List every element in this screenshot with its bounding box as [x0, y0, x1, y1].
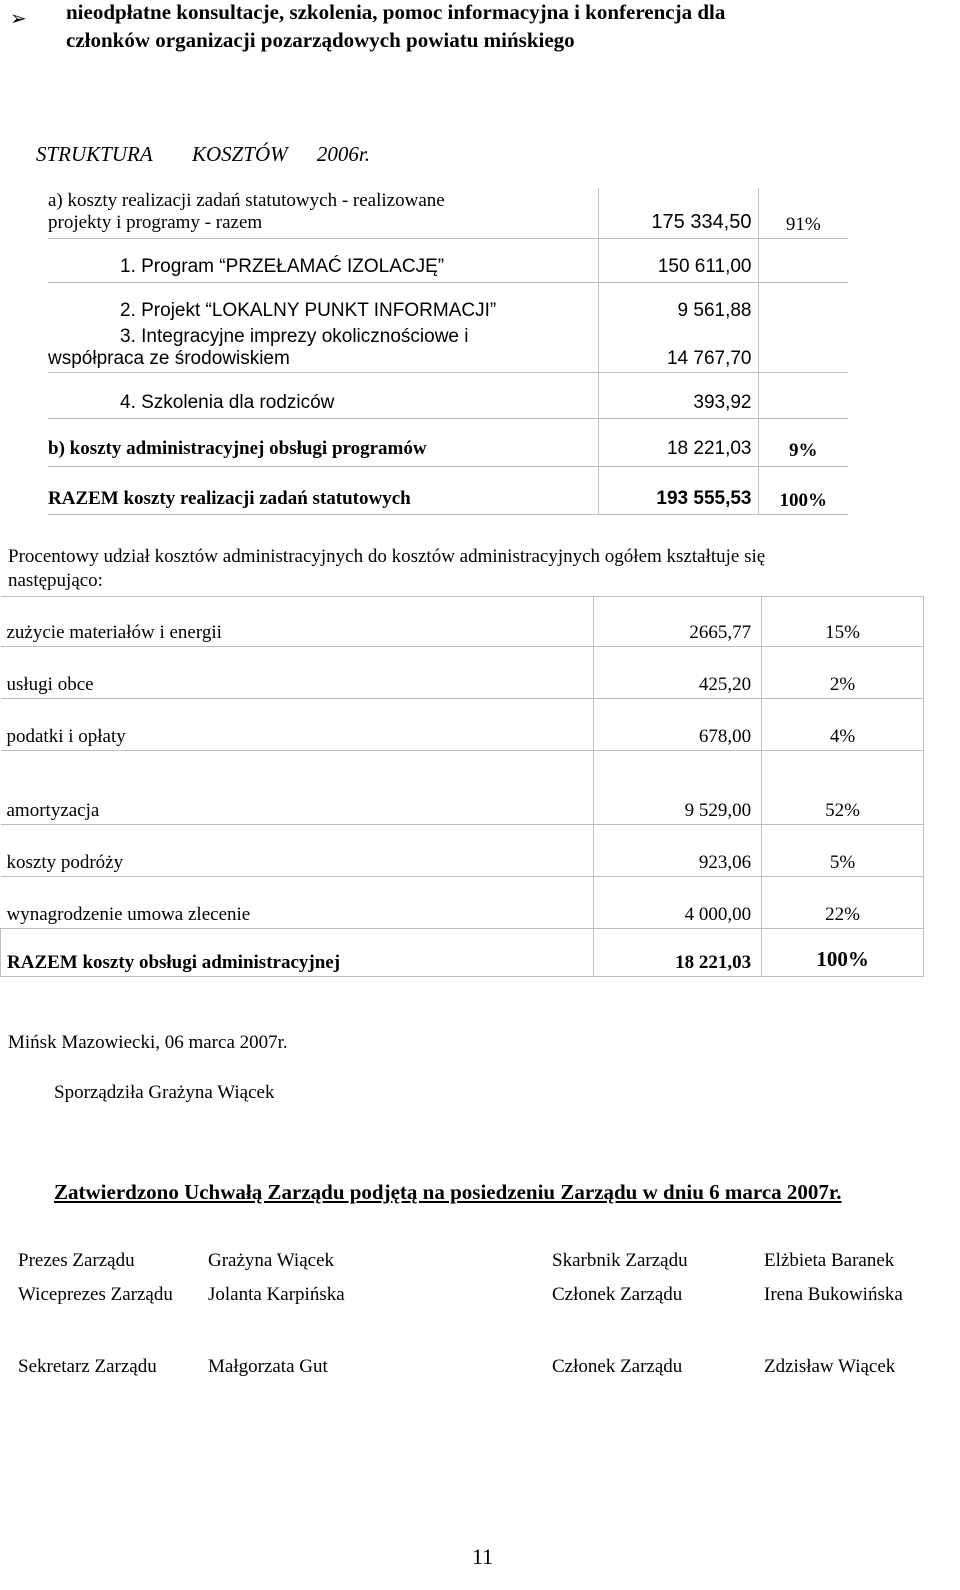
t2-row2-pct: 2% — [762, 647, 924, 699]
t2-total-pct: 100% — [762, 929, 924, 977]
board-r2-role2: Członek Zarządu — [552, 1284, 683, 1305]
t2-row2-label: usługi obce — [1, 647, 594, 699]
row-item1-pct-empty — [758, 238, 848, 282]
t2-total-value: 18 221,03 — [594, 929, 762, 977]
row-a-value: 175 334,50 — [598, 188, 758, 238]
table-row — [48, 418, 848, 466]
paragraph-line-1: Procentowy udział kosztów administracyjnych do kosztów administracyjnych ogółem kształtuje się — [8, 546, 766, 567]
t2-row1-value: 2665,77 — [594, 597, 762, 647]
intro-line-1: nieodpłatne konsultacje, szkolenia, pomoc informacyjna i konferencja dla — [66, 0, 726, 24]
structure-title-part3: 2006r. — [316, 142, 370, 166]
cost-structure-table — [48, 188, 848, 515]
place-date: Mińsk Mazowiecki, 06 marca 2007r. — [8, 1032, 288, 1053]
board-r2-name1: Jolanta Karpińska — [208, 1284, 345, 1305]
table-row — [48, 238, 848, 282]
row-total-label: RAZEM koszty realizacji zadań statutowych — [48, 466, 598, 514]
row-item2-label: 2. Projekt “LOKALNY PUNKT INFORMACJI” — [48, 282, 598, 324]
board-r3-role1: Sekretarz Zarządu — [18, 1356, 157, 1377]
table-row — [1, 929, 924, 977]
row-a-label-line1: a) koszty realizacji zadań statutowych - realizowane — [48, 189, 445, 211]
t2-row6-value: 4 000,00 — [594, 877, 762, 929]
board-r1-name1: Grażyna Wiącek — [208, 1250, 335, 1271]
table-row — [1, 597, 924, 647]
structure-title-part1: STRUKTURA — [36, 142, 153, 166]
row-item3-pct-empty — [758, 324, 848, 372]
row-item2-pct-empty — [758, 282, 848, 324]
row-item3-label — [48, 324, 598, 372]
board-r1-role1: Prezes Zarządu — [18, 1250, 135, 1271]
row-item4-value: 393,92 — [598, 372, 758, 418]
table-row — [1, 647, 924, 699]
t2-row3-label: podatki i opłaty — [1, 699, 594, 751]
t2-row1-pct: 15% — [762, 597, 924, 647]
paragraph-line-2: następująco: — [8, 570, 103, 591]
board-r3-name2: Zdzisław Wiącek — [764, 1356, 896, 1377]
t2-row4-value: 9 529,00 — [594, 751, 762, 825]
row-item3-label-line1: 3. Integracyjne imprezy okolicznościowe i — [120, 325, 469, 347]
t2-row3-pct: 4% — [762, 699, 924, 751]
board-r2-role1: Wiceprezes Zarządu — [18, 1284, 173, 1305]
row-a-label-line2: projekty i programy - razem — [48, 211, 263, 233]
table-row — [48, 188, 848, 238]
table-row — [48, 466, 848, 514]
row-item1-label: 1. Program “PRZEŁAMAĆ IZOLACJĘ” — [48, 238, 598, 282]
table-row — [48, 282, 848, 324]
approval-note: Zatwierdzono Uchwałą Zarządu podjętą na posiedzeniu Zarządu w dniu 6 marca 2007r. — [54, 1180, 842, 1204]
row-b-value: 18 221,03 — [598, 418, 758, 466]
table-row — [1, 699, 924, 751]
row-b-pct: 9% — [758, 418, 848, 466]
row-item3-label-line2: współpraca ze środowiskiem — [48, 347, 290, 369]
board-r3-name1: Małgorzata Gut — [208, 1356, 328, 1377]
row-item4-label: 4. Szkolenia dla rodziców — [48, 372, 598, 418]
row-total-value: 193 555,53 — [598, 466, 758, 514]
table-row — [48, 324, 848, 372]
row-item3-value: 14 767,70 — [598, 324, 758, 372]
admin-cost-table — [0, 596, 924, 977]
table-row — [1, 751, 924, 825]
t2-row5-label: koszty podróży — [1, 825, 594, 877]
board-r1-role2: Skarbnik Zarządu — [552, 1250, 688, 1271]
board-r2-name2: Irena Bukowińska — [764, 1284, 903, 1305]
prepared-by: Sporządziła Grażyna Wiącek — [54, 1082, 275, 1103]
t2-row3-value: 678,00 — [594, 699, 762, 751]
t2-row5-pct: 5% — [762, 825, 924, 877]
row-b-label: b) koszty administracyjnej obsługi programów — [48, 418, 598, 466]
table-row — [1, 825, 924, 877]
board-r1-name2: Elżbieta Baranek — [764, 1250, 895, 1271]
structure-title — [36, 142, 370, 167]
row-total-pct: 100% — [758, 466, 848, 514]
structure-title-part2: KOSZTÓW — [191, 142, 288, 166]
row-item1-value: 150 611,00 — [598, 238, 758, 282]
row-item4-pct-empty — [758, 372, 848, 418]
t2-row2-value: 425,20 — [594, 647, 762, 699]
t2-row5-value: 923,06 — [594, 825, 762, 877]
table-row — [1, 877, 924, 929]
t2-row4-pct: 52% — [762, 751, 924, 825]
t2-total-label: RAZEM koszty obsługi administracyjnej — [1, 929, 594, 977]
page-number: 11 — [472, 1544, 494, 1569]
t2-row1-label: zużycie materiałów i energii — [1, 597, 594, 647]
row-a-pct: 91% — [785, 213, 821, 235]
row-a-label — [48, 188, 598, 238]
board-r3-role2: Członek Zarządu — [552, 1356, 683, 1377]
row-item2-value: 9 561,88 — [598, 282, 758, 324]
t2-row4-label: amortyzacja — [1, 751, 594, 825]
bullet-arrow-icon: ➢ — [10, 6, 27, 30]
intro-line-2: członków organizacji pozarządowych powiatu mińskiego — [66, 28, 575, 52]
table-row — [48, 372, 848, 418]
t2-row6-pct: 22% — [762, 877, 924, 929]
t2-row6-label: wynagrodzenie umowa zlecenie — [1, 877, 594, 929]
